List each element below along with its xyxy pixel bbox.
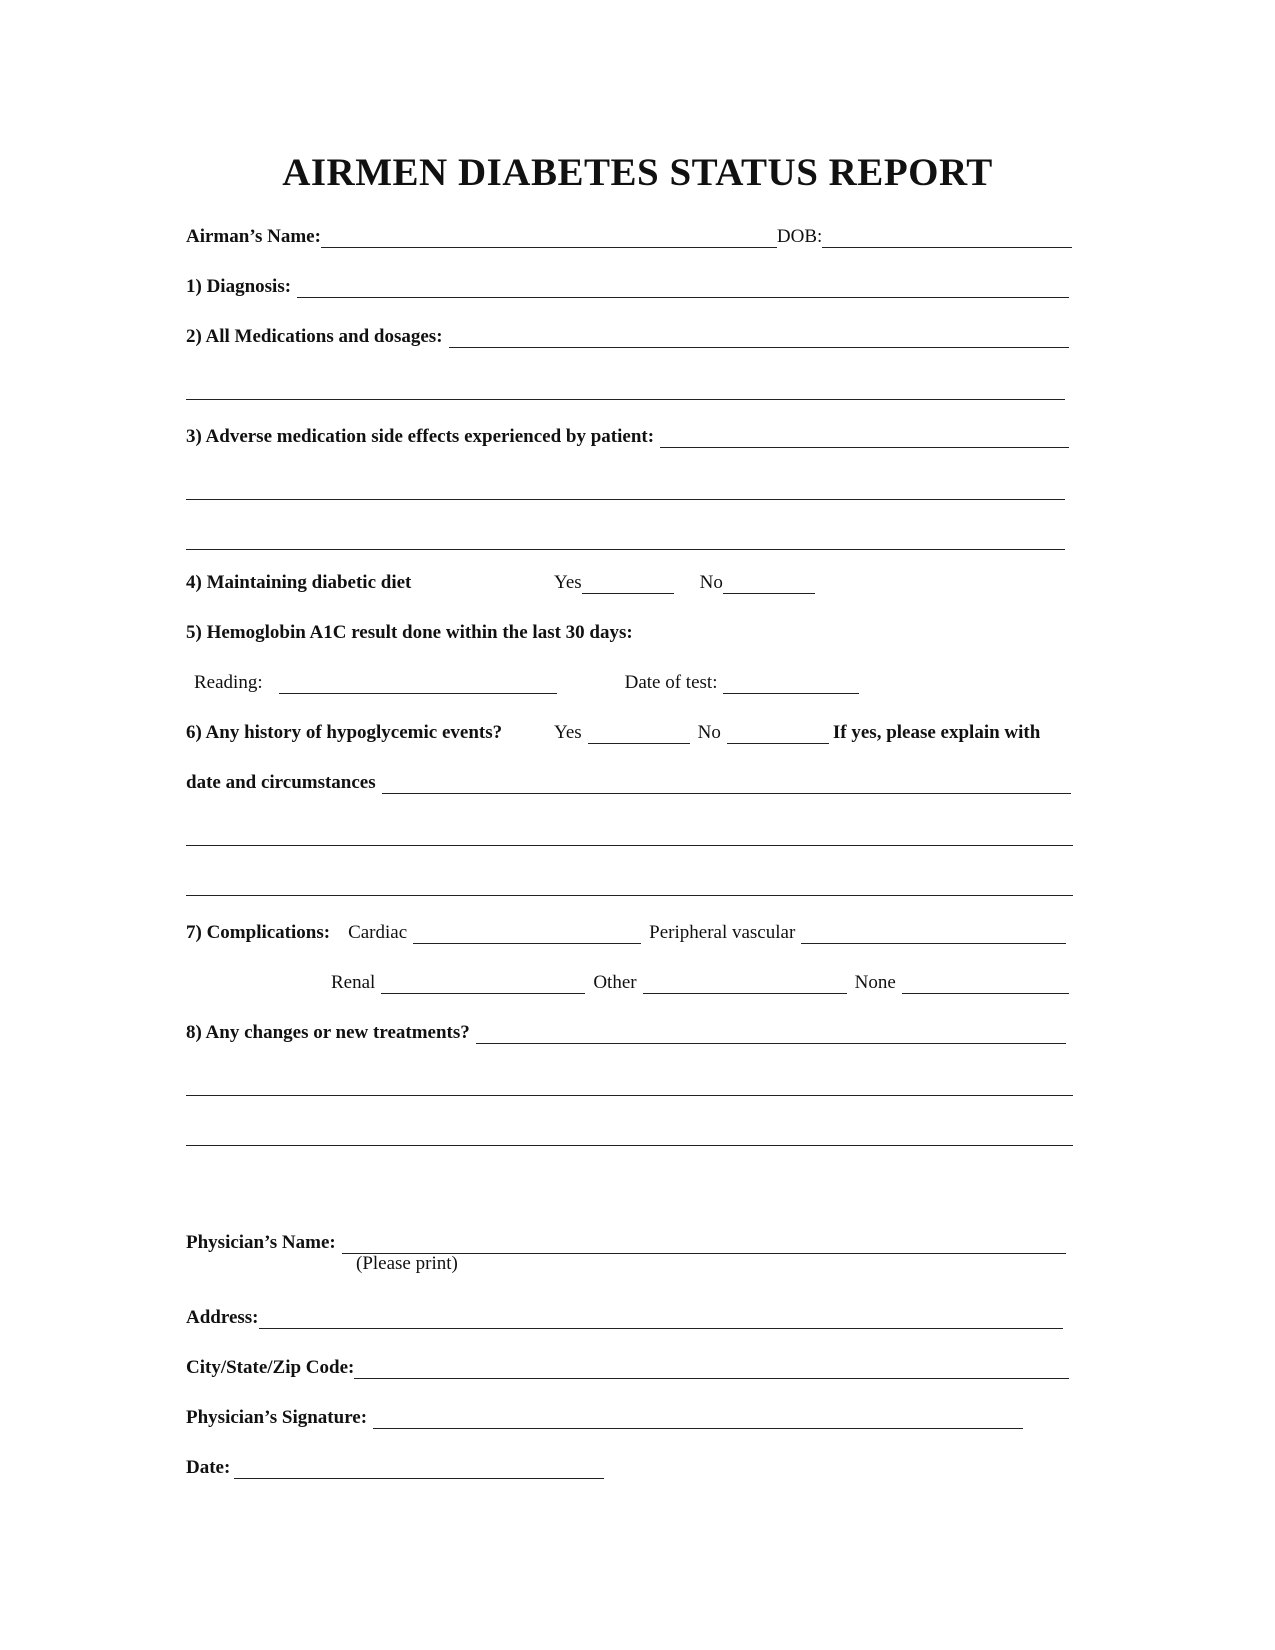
cardiac-field[interactable] (413, 923, 641, 944)
a1c-label: 5) Hemoglobin A1C result done within the last 30 days: (186, 622, 633, 643)
medications-field-line-2[interactable] (186, 399, 1065, 400)
circumstances-field-line-2[interactable] (186, 845, 1073, 846)
physician-name-label: Physician’s Name: (186, 1232, 336, 1253)
city-state-zip-label: City/State/Zip Code: (186, 1357, 355, 1378)
circumstances-field-line-3[interactable] (186, 895, 1073, 896)
date-row (186, 1453, 604, 1479)
renal-field[interactable] (381, 973, 585, 994)
diagnosis-field[interactable] (297, 277, 1069, 298)
please-print-note: (Please print) (356, 1253, 458, 1274)
complications-row-2 (331, 968, 1069, 994)
diagnosis-row (186, 272, 1069, 298)
signature-field[interactable] (373, 1408, 1023, 1429)
diet-yes-label: Yes (554, 572, 582, 593)
medications-label: 2) All Medications and dosages: (186, 326, 443, 347)
side-effects-field[interactable] (660, 427, 1069, 448)
cardiac-label: Cardiac (348, 922, 408, 943)
treatments-field-line-3[interactable] (186, 1145, 1073, 1146)
city-row (186, 1353, 1069, 1379)
a1c-details-row (194, 668, 859, 694)
date-label: Date: (186, 1457, 231, 1478)
treatments-label: 8) Any changes or new treatments? (186, 1022, 470, 1043)
address-row (186, 1303, 1063, 1329)
dob-label: DOB: (776, 226, 823, 247)
complications-label: 7) Complications: (186, 922, 331, 943)
hypoglycemic-yes-field[interactable] (588, 723, 690, 744)
airman-row (186, 222, 1072, 248)
date-of-test-field[interactable] (723, 673, 859, 694)
date-field[interactable] (234, 1458, 604, 1479)
peripheral-field[interactable] (801, 923, 1066, 944)
physician-name-row (186, 1228, 1066, 1254)
none-label: None (854, 972, 896, 993)
circumstances-row (186, 768, 1071, 794)
treatments-field-line-2[interactable] (186, 1095, 1073, 1096)
renal-label: Renal (331, 972, 376, 993)
diet-label: 4) Maintaining diabetic diet (186, 572, 412, 593)
diet-row (186, 568, 815, 594)
address-label: Address: (186, 1307, 259, 1328)
medications-field[interactable] (449, 327, 1069, 348)
hypoglycemic-label: 6) Any history of hypoglycemic events? (186, 722, 503, 743)
airman-name-field[interactable] (321, 227, 777, 248)
treatments-field[interactable] (476, 1023, 1066, 1044)
other-field[interactable] (643, 973, 847, 994)
address-field[interactable] (259, 1308, 1064, 1329)
side-effects-label: 3) Adverse medication side effects experienced by patient: (186, 426, 655, 447)
side-effects-row (186, 422, 1069, 448)
hypoglycemic-row (186, 718, 1040, 744)
city-state-zip-field[interactable] (354, 1358, 1069, 1379)
hypoglycemic-no-field[interactable] (727, 723, 829, 744)
reading-label: Reading: (194, 672, 263, 693)
signature-row (186, 1403, 1023, 1429)
medications-row (186, 322, 1069, 348)
hypoglycemic-yes-label: Yes (554, 722, 582, 743)
side-effects-field-line-2[interactable] (186, 499, 1065, 500)
airman-name-label: Airman’s Name: (186, 226, 321, 247)
diet-no-label: No (699, 572, 723, 593)
hypoglycemic-no-label: No (697, 722, 721, 743)
none-field[interactable] (902, 973, 1069, 994)
reading-field[interactable] (279, 673, 557, 694)
physician-name-field[interactable] (342, 1233, 1066, 1254)
side-effects-field-line-3[interactable] (186, 549, 1065, 550)
peripheral-label: Peripheral vascular (649, 922, 796, 943)
a1c-row (186, 618, 633, 644)
diet-no-field[interactable] (723, 573, 815, 594)
treatments-row (186, 1018, 1066, 1044)
signature-label: Physician’s Signature: (186, 1407, 368, 1428)
date-of-test-label: Date of test: (624, 672, 718, 693)
other-label: Other (593, 972, 637, 993)
dob-field[interactable] (822, 227, 1072, 248)
diagnosis-label: 1) Diagnosis: (186, 276, 292, 297)
circumstances-field[interactable] (382, 773, 1071, 794)
explain-label: If yes, please explain with (832, 722, 1041, 743)
complications-row (186, 918, 1066, 944)
form-title: AIRMEN DIABETES STATUS REPORT (282, 151, 993, 194)
circumstances-label: date and circumstances (186, 772, 376, 793)
diet-yes-field[interactable] (582, 573, 674, 594)
